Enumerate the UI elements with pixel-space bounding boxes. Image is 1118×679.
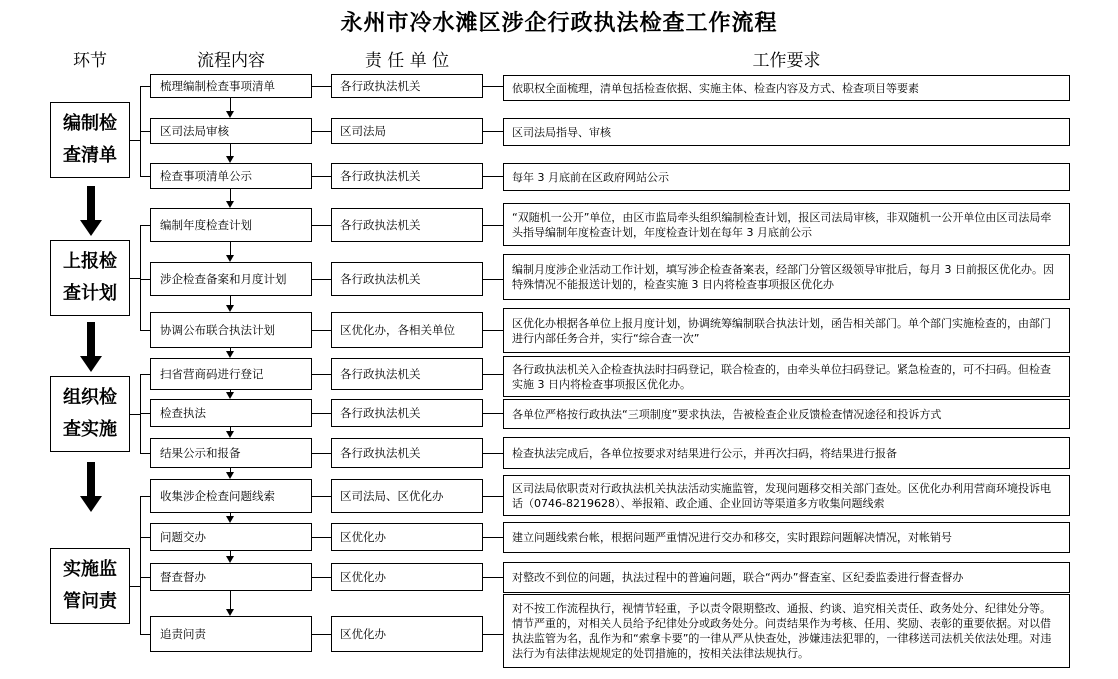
- connector-line: [312, 225, 331, 226]
- connector-line: [483, 577, 503, 578]
- process-box: [150, 479, 312, 513]
- process-box: [150, 208, 312, 242]
- connector-line: [140, 537, 150, 538]
- connector-line: [483, 374, 503, 375]
- unit-box: [331, 399, 483, 427]
- connector-line: [312, 634, 331, 635]
- process-box: [150, 399, 312, 427]
- requirement-text: 依职权全面梳理，清单包括检查依据、实施主体、检查内容及方式、检查项目等要素: [512, 81, 919, 95]
- flow-arrow-icon: [226, 556, 234, 563]
- unit-box: [331, 74, 483, 98]
- connector-line: [312, 374, 331, 375]
- connector-line: [130, 140, 140, 141]
- process-box: [150, 74, 312, 98]
- stage-box: [50, 376, 130, 452]
- process-box: [150, 563, 312, 591]
- requirement-text: 区司法局指导、审核: [512, 125, 611, 139]
- unit-label: 区优化办: [340, 569, 386, 584]
- unit-label: 各行政执法机关: [340, 405, 421, 420]
- stage-label: 组织检查实施: [63, 387, 117, 440]
- process-label: 区司法局审核: [160, 123, 229, 138]
- requirement-text: 建立问题线索台帐，根据问题严重情况进行交办和移交，实时跟踪问题解决情况，对帐销号: [512, 531, 952, 544]
- stage-label: 实施监管问责: [63, 559, 117, 612]
- unit-label: 各行政执法机关: [340, 271, 421, 286]
- connector-line: [312, 537, 331, 538]
- header-unit: 责 任 单 位: [364, 51, 450, 71]
- unit-box: [331, 616, 483, 652]
- connector-line: [483, 279, 503, 280]
- header-process: 流程内容: [197, 51, 265, 71]
- connector-line: [140, 225, 150, 226]
- unit-box: [331, 563, 483, 591]
- connector-line: [483, 330, 503, 331]
- unit-box: [331, 438, 483, 468]
- flow-arrow-icon: [226, 431, 234, 438]
- connector-line: [312, 86, 331, 87]
- connector-line: [140, 577, 150, 578]
- connector-line: [140, 496, 150, 497]
- unit-label: 区优化办: [340, 529, 386, 544]
- connector-line: [140, 86, 150, 87]
- requirement-text: 各行政执法机关入企检查执法时扫码登记，联合检查的，由牵头单位扫码登记。紧急检查的，可不扫码。但检查实施 3 日内将检查事项报区优化办。: [512, 362, 1051, 391]
- requirement-box: [503, 203, 1070, 246]
- unit-label: 各行政执法机关: [340, 78, 421, 93]
- requirement-box: [503, 163, 1070, 191]
- process-label: 问题交办: [160, 529, 206, 544]
- requirement-box: [503, 475, 1070, 516]
- connector-line: [483, 131, 503, 132]
- connector-line: [312, 279, 331, 280]
- connector-line: [140, 176, 150, 177]
- process-label: 梳理编制检查事项清单: [160, 78, 275, 93]
- connector-line: [140, 279, 150, 280]
- connector-line: [483, 225, 503, 226]
- connector-line: [140, 131, 150, 132]
- unit-box: [331, 358, 483, 390]
- flow-arrow-icon: [226, 111, 234, 118]
- requirement-text: “双随机一公开”单位，由区市监局牵头组织编制检查计划，报区司法局审核，非双随机一公开单位由区司法局牵头指导编制年度检查计划，年度检查计划在每年 3 月底前公示: [512, 210, 1052, 239]
- unit-label: 区司法局、区优化办: [340, 488, 444, 503]
- connector-line: [312, 330, 331, 331]
- requirement-text: 区优化办根据各单位上报月度计划，协调统筹编制联合执法计划，函告相关部门。单个部门实施检查的，由部门进行内部任务合并，实行“综合查一次”: [512, 316, 1051, 345]
- connector-line: [140, 374, 150, 375]
- connector-line: [312, 577, 331, 578]
- flow-arrow-icon: [226, 255, 234, 262]
- process-label: 编制年度检查计划: [160, 217, 252, 232]
- process-label: 督查督办: [160, 569, 206, 584]
- connector-line: [483, 413, 503, 414]
- connector-line: [130, 414, 140, 415]
- stage-down-arrow-icon: [80, 462, 102, 512]
- connector-line: [140, 453, 150, 454]
- connector-line: [312, 131, 331, 132]
- flow-arrow-icon: [226, 156, 234, 163]
- header-requirement: 工作要求: [752, 51, 821, 71]
- connector-line: [140, 634, 150, 635]
- connector-line: [140, 330, 150, 331]
- stage-label: 上报检查计划: [63, 251, 117, 304]
- flow-arrow-icon: [226, 472, 234, 479]
- unit-label: 区优化办: [340, 626, 386, 641]
- flow-arrow-line: [230, 242, 231, 256]
- requirement-text: 编制月度涉企业活动工作计划，填写涉企检查备案表，经部门分管区级领导审批后，每月 3 日前报区优化办。因特殊情况不能报送计划的，检查实施 3 日内将检查事项报区优化办: [512, 263, 1054, 291]
- requirement-box: [503, 356, 1070, 397]
- process-label: 结果公示和报备: [160, 445, 241, 460]
- process-label: 协调公布联合执法计划: [160, 322, 275, 337]
- process-box: [150, 438, 312, 468]
- requirement-box: [503, 594, 1070, 668]
- requirement-text: 对整改不到位的问题，执法过程中的普遍问题，联合“两办”督查室、区纪委监委进行督查督办: [512, 571, 964, 584]
- requirement-box: [503, 308, 1070, 353]
- requirement-box: [503, 522, 1070, 553]
- process-label: 检查执法: [160, 405, 206, 420]
- connector-line: [483, 176, 503, 177]
- connector-line: [140, 496, 141, 634]
- flow-arrow-line: [230, 98, 231, 112]
- connector-line: [312, 413, 331, 414]
- stage-down-arrow-icon: [80, 186, 102, 236]
- requirement-text: 对不按工作流程执行，视情节轻重，予以责令限期整改、通报、约谈、追究相关责任、政务处分、纪律处分等。情节严重的，对相关人员给予纪律处分或政务处分。问责结果作为考核、任用、奖励、表彰的重要依据。对以借执法监管为名，乱作为和“索拿卡要”的一律从严从快查处，涉嫌违法犯罪的，一律移送司法机关依法处理。对违法行为有法律法规规定的处罚措施的，按相关法律法规执行。: [512, 602, 1052, 660]
- requirement-box: [503, 437, 1070, 469]
- connector-line: [312, 496, 331, 497]
- unit-label: 各行政执法机关: [340, 217, 421, 232]
- stage-box: [50, 240, 130, 316]
- process-box: [150, 616, 312, 652]
- flow-arrow-icon: [226, 392, 234, 399]
- requirement-box: [503, 118, 1070, 146]
- requirement-box: [503, 562, 1070, 593]
- connector-line: [312, 176, 331, 177]
- unit-label: 各行政执法机关: [340, 445, 421, 460]
- connector-line: [312, 453, 331, 454]
- unit-label: 各行政执法机关: [340, 168, 421, 183]
- process-label: 检查事项清单公示: [160, 168, 252, 183]
- process-box: [150, 312, 312, 348]
- process-label: 涉企检查备案和月度计划: [160, 271, 287, 286]
- stage-down-arrow-icon: [80, 322, 102, 372]
- unit-box: [331, 163, 483, 189]
- connector-line: [483, 496, 503, 497]
- stage-box: [50, 548, 130, 624]
- requirement-text: 各单位严格按行政执法“三项制度”要求执法，告被检查企业反馈检查情况途径和投诉方式: [512, 407, 942, 421]
- requirement-box: [503, 399, 1070, 429]
- stage-label: 编制检查清单: [63, 113, 117, 166]
- process-box: [150, 163, 312, 189]
- header-stage: 环节: [73, 51, 107, 71]
- flow-arrow-icon: [226, 305, 234, 312]
- unit-box: [331, 523, 483, 551]
- process-label: 收集涉企检查问题线索: [160, 488, 275, 503]
- requirement-box: [503, 254, 1070, 300]
- connector-line: [130, 586, 140, 587]
- requirement-text: 每年 3 月底前在区政府网站公示: [512, 170, 669, 184]
- connector-line: [483, 86, 503, 87]
- process-box: [150, 262, 312, 296]
- requirement-text: 检查执法完成后，各单位按要求对结果进行公示，并再次扫码，将结果进行报备: [512, 446, 897, 460]
- unit-label: 区优化办，各相关单位: [340, 322, 455, 337]
- connector-line: [483, 634, 503, 635]
- flow-arrow-icon: [226, 609, 234, 616]
- connector-line: [140, 413, 150, 414]
- connector-line: [130, 278, 140, 279]
- stage-box: [50, 102, 130, 178]
- flow-arrow-line: [230, 591, 231, 610]
- unit-box: [331, 118, 483, 144]
- connector-line: [140, 225, 141, 330]
- process-box: [150, 523, 312, 551]
- flow-arrow-icon: [226, 351, 234, 358]
- unit-box: [331, 479, 483, 513]
- connector-line: [483, 453, 503, 454]
- flow-arrow-icon: [226, 516, 234, 523]
- unit-label: 各行政执法机关: [340, 366, 421, 381]
- process-label: 追责问责: [160, 626, 206, 641]
- page-title: 永州市冷水滩区涉企行政执法检查工作流程: [340, 10, 778, 36]
- process-box: [150, 118, 312, 144]
- requirement-text: 区司法局依职责对行政执法机关执法活动实施监管，发现问题移交相关部门查处。区优化办利用营商环境投诉电话（0746-8219628）、举报箱、政企通、企业回访等渠道多方收集问题线索: [512, 481, 1051, 510]
- process-label: 扫省营商码进行登记: [160, 366, 264, 381]
- unit-label: 区司法局: [340, 123, 386, 138]
- unit-box: [331, 312, 483, 348]
- flow-arrow-icon: [226, 201, 234, 208]
- unit-box: [331, 262, 483, 296]
- requirement-box: [503, 75, 1070, 101]
- process-box: [150, 358, 312, 390]
- connector-line: [483, 537, 503, 538]
- unit-box: [331, 208, 483, 242]
